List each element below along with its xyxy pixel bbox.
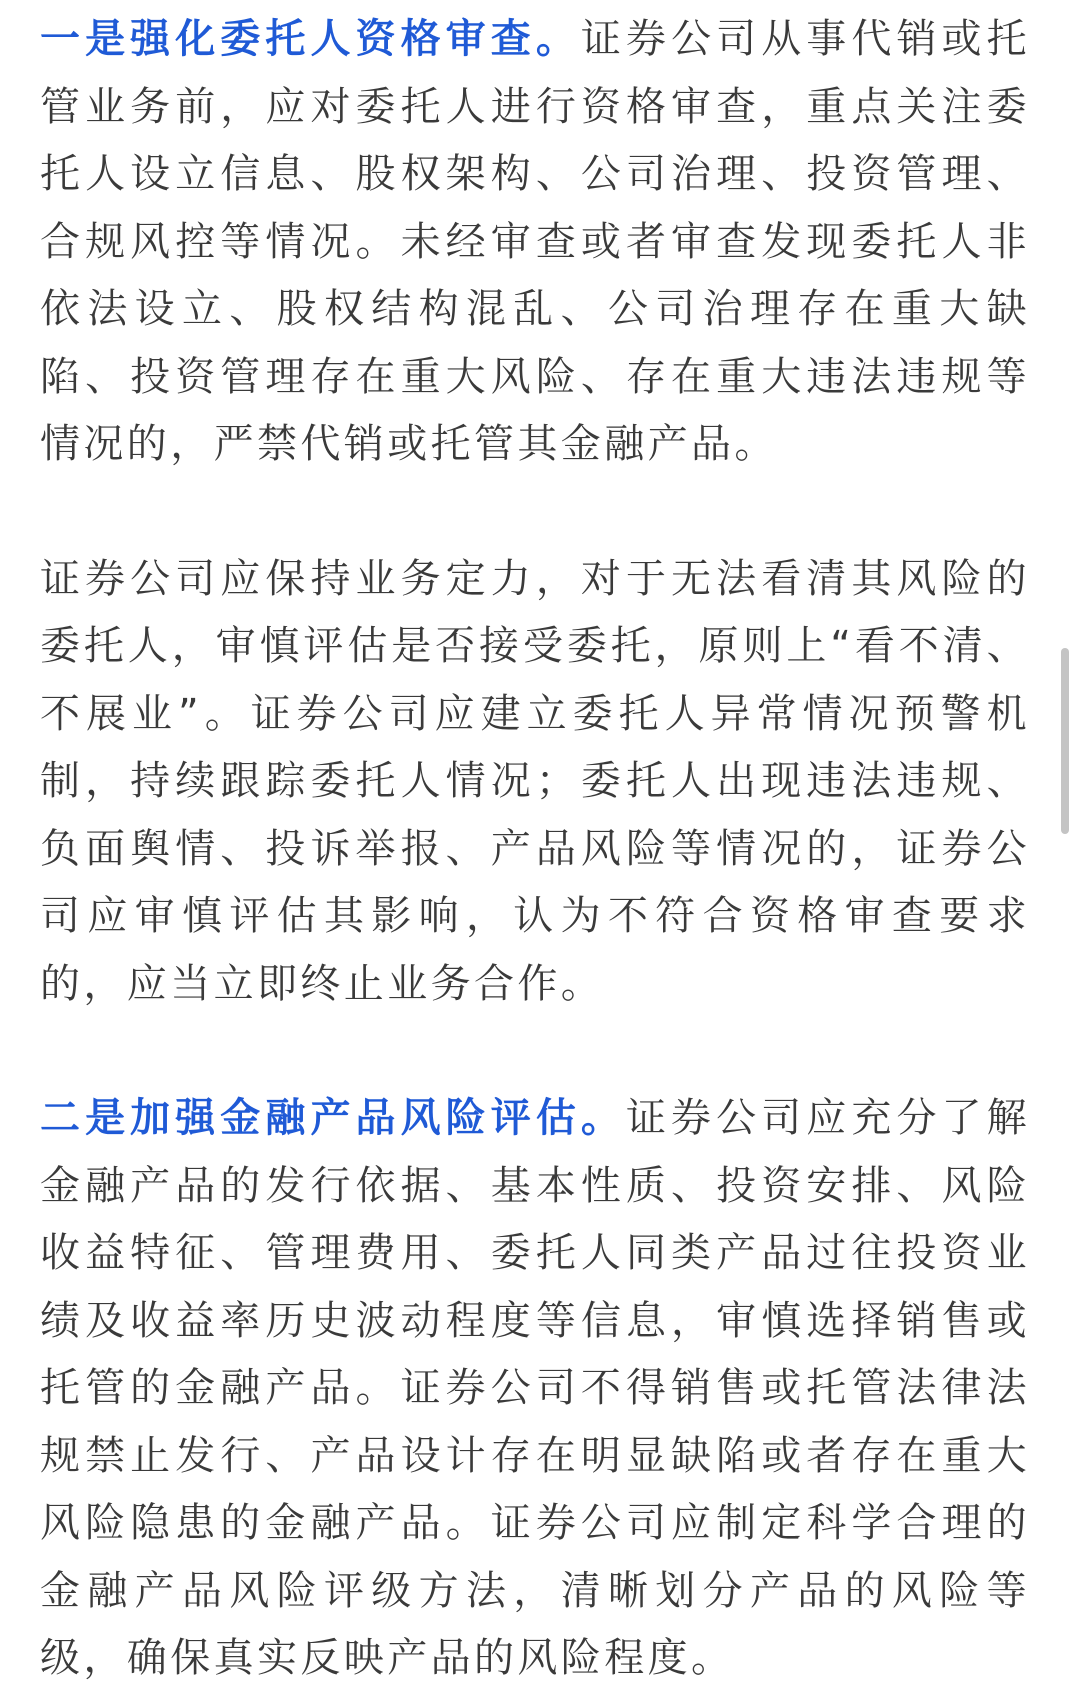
section-heading-qualification-review: 一是强化委托人资格审查。	[40, 16, 581, 62]
paragraph-business-focus	[40, 546, 1030, 1019]
scrollbar-thumb[interactable]	[1061, 648, 1069, 834]
paragraph-text: 证券公司从事代销或托管业务前，应对委托人进行资格审查，重点关注委托人设立信息、股权架构、公司治理、投资管理、合规风控等情况。未经审查或者审查发现委托人非依法设立、股权结构混乱、公司治理存在重大缺陷、投资管理存在重大风险、存在重大违法违规等情况的，严禁代销或托管其金融产品。	[40, 16, 1031, 467]
paragraph-text: 证券公司应充分了解金融产品的发行依据、基本性质、投资安排、风险收益特征、管理费用、委托人同类产品过往投资业绩及收益率历史波动程度等信息，审慎选择销售或托管的金融产品。证券公司不得销售或托管法律法规禁止发行、产品设计存在明显缺陷或者存在重大风险隐患的金融产品。证券公司应制定科学合理的金融产品风险评级方法，清晰划分产品的风险等级，确保真实反映产品的风险程度。	[40, 1095, 1030, 1681]
paragraph-qualification-review	[40, 6, 1030, 479]
paragraph-text: 证券公司应保持业务定力，对于无法看清其风险的委托人，审慎评估是否接受委托，原则上“看不清、不展业”。证券公司应建立委托人异常情况预警机制，持续跟踪委托人情况；委托人出现违法违规、负面舆情、投诉举报、产品风险等情况的，证券公司应审慎评估其影响，认为不符合资格审查要求的，应当立即终止业务合作。	[40, 555, 1030, 1007]
article-body	[40, 6, 1030, 1693]
section-heading-product-risk-assessment: 二是加强金融产品风险评估。	[40, 1095, 626, 1141]
paragraph-product-risk-assessment	[40, 1085, 1030, 1693]
